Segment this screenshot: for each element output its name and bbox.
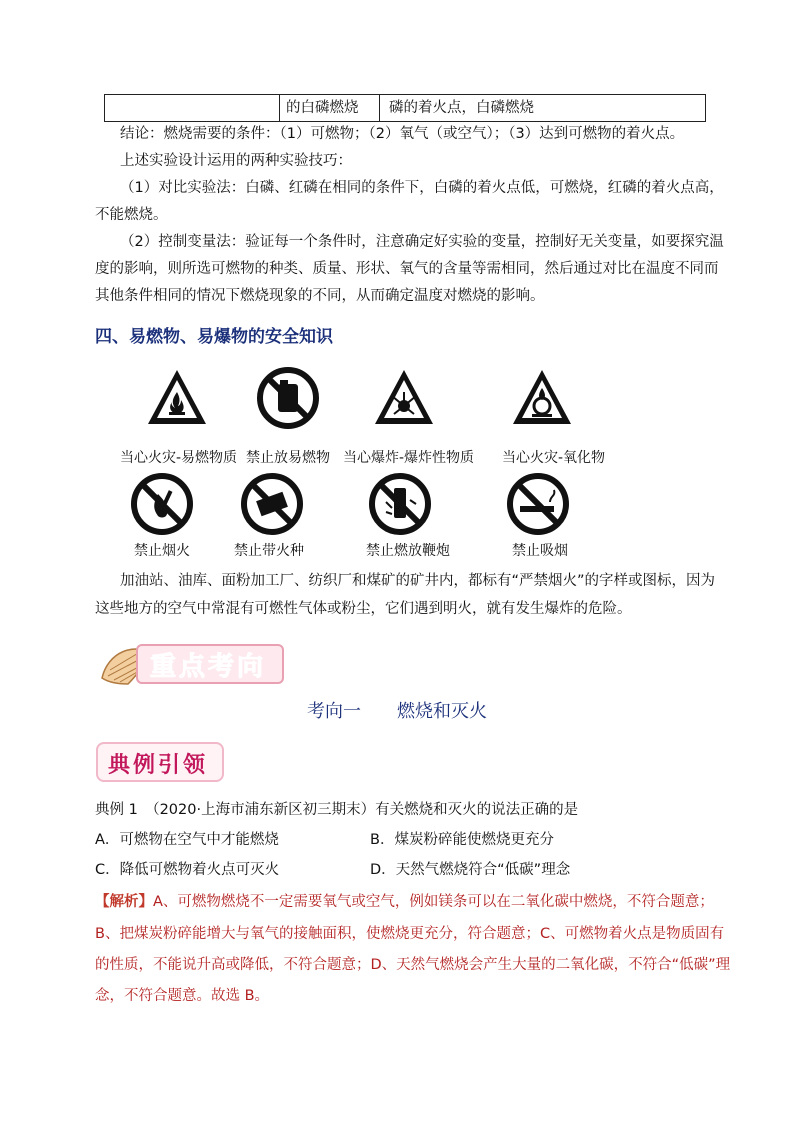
sign-caption-4: 当心火灾-氧化物: [502, 450, 606, 466]
sign-caption-3: 当心爆炸-爆炸性物质: [343, 450, 475, 466]
analysis-line2: B、把煤炭粉碎能增大与氧气的接触面积，使燃烧更充分，符合题意；C、可燃物着火点是物质固有: [95, 926, 725, 942]
explosive-warning-icon: [372, 366, 436, 430]
technique1-line2: 不能燃烧。: [95, 207, 168, 223]
banner-label: 重点考向: [150, 652, 267, 682]
table-cell-3: 磷的着火点，白磷燃烧: [389, 100, 534, 116]
technique2-line2: 度的影响，则所选可燃物的种类、质量、形状、氧气的含量等需相同，然后通过对比在温度不同而: [95, 261, 719, 277]
no-fire-icon: [130, 472, 194, 536]
safety-text-line1: 加油站、油库、面粉加工厂、纺织厂和煤矿的矿井内，都标有“严禁烟火”的字样或图标，因为: [120, 573, 716, 589]
technique2-line3: 其他条件相同的情况下燃烧现象的不同，从而确定温度对燃烧的影响。: [95, 288, 545, 304]
example-question: 典例 1 （2020·上海市浦东新区初三期末）有关燃烧和灭火的说法正确的是: [95, 802, 579, 818]
option-b: B．煤炭粉碎能使燃烧更充分: [370, 832, 554, 848]
option-c: C．降低可燃物着火点可灭火: [95, 862, 280, 878]
key-focus-banner: [98, 638, 286, 688]
option-d: D．天然气燃烧符合“低碳”理念: [370, 862, 571, 878]
oxidizer-warning-icon: [510, 366, 574, 430]
section4-heading: 四、易燃物、易爆物的安全知识: [95, 327, 333, 347]
conclusion-text: 结论：燃烧需要的条件：（1）可燃物；（2）氧气（或空气）；（3）达到可燃物的着火点。: [120, 126, 685, 142]
safety-text-line2: 这些地方的空气中常混有可燃性气体或粉尘，它们遇到明火，就有发生爆炸的危险。: [95, 601, 632, 617]
techniques-intro: 上述实验设计运用的两种实验技巧：: [120, 153, 352, 169]
sign-caption-2: 禁止放易燃物: [246, 450, 330, 466]
no-firecrackers-icon: [368, 472, 432, 536]
analysis-line3: 的性质，不能说升高或降低，不符合题意；D、天然气燃烧会产生大量的二氧化碳，不符合“低碳”理: [95, 957, 731, 973]
sign-caption-8: 禁止吸烟: [512, 543, 568, 559]
option-a: A．可燃物在空气中才能燃烧: [95, 832, 279, 848]
technique2-line1: （2）控制变量法：验证每一个条件时，注意确定好实验的变量，控制好无关变量，如要探究温: [120, 234, 724, 250]
sign-caption-5: 禁止烟火: [134, 543, 190, 559]
flammable-warning-icon: [145, 366, 209, 430]
sign-caption-6: 禁止带火种: [234, 543, 304, 559]
analysis-line4: 念，不符合题意。故选 B。: [95, 988, 270, 1004]
no-smoking-icon: [506, 472, 570, 536]
sign-caption-7: 禁止燃放鞭炮: [366, 543, 450, 559]
analysis-line1: [95, 892, 714, 912]
example-box: [96, 742, 224, 782]
no-flammable-storage-icon: [256, 366, 320, 430]
table-cell-empty: [105, 95, 280, 121]
technique1-line1: （1）对比实验法：白磷、红磷在相同的条件下，白磷的着火点低，可燃烧，红磷的着火点高，: [120, 180, 724, 196]
sign-caption-1: 当心火灾-易燃物质: [120, 450, 238, 466]
table-cell-2: 的白磷燃烧: [280, 95, 380, 121]
example-box-label: 典例引领: [108, 752, 209, 778]
analysis-tag: 【解析】: [95, 894, 153, 910]
experiment-table-row: [104, 94, 706, 122]
no-kindling-icon: [240, 472, 304, 536]
analysis-text1: A、可燃物燃烧不一定需要氧气或空气，例如镁条可以在二氧化碳中燃烧，不符合题意；: [153, 894, 714, 910]
section-title: 考向一 燃烧和灭火: [307, 701, 487, 722]
